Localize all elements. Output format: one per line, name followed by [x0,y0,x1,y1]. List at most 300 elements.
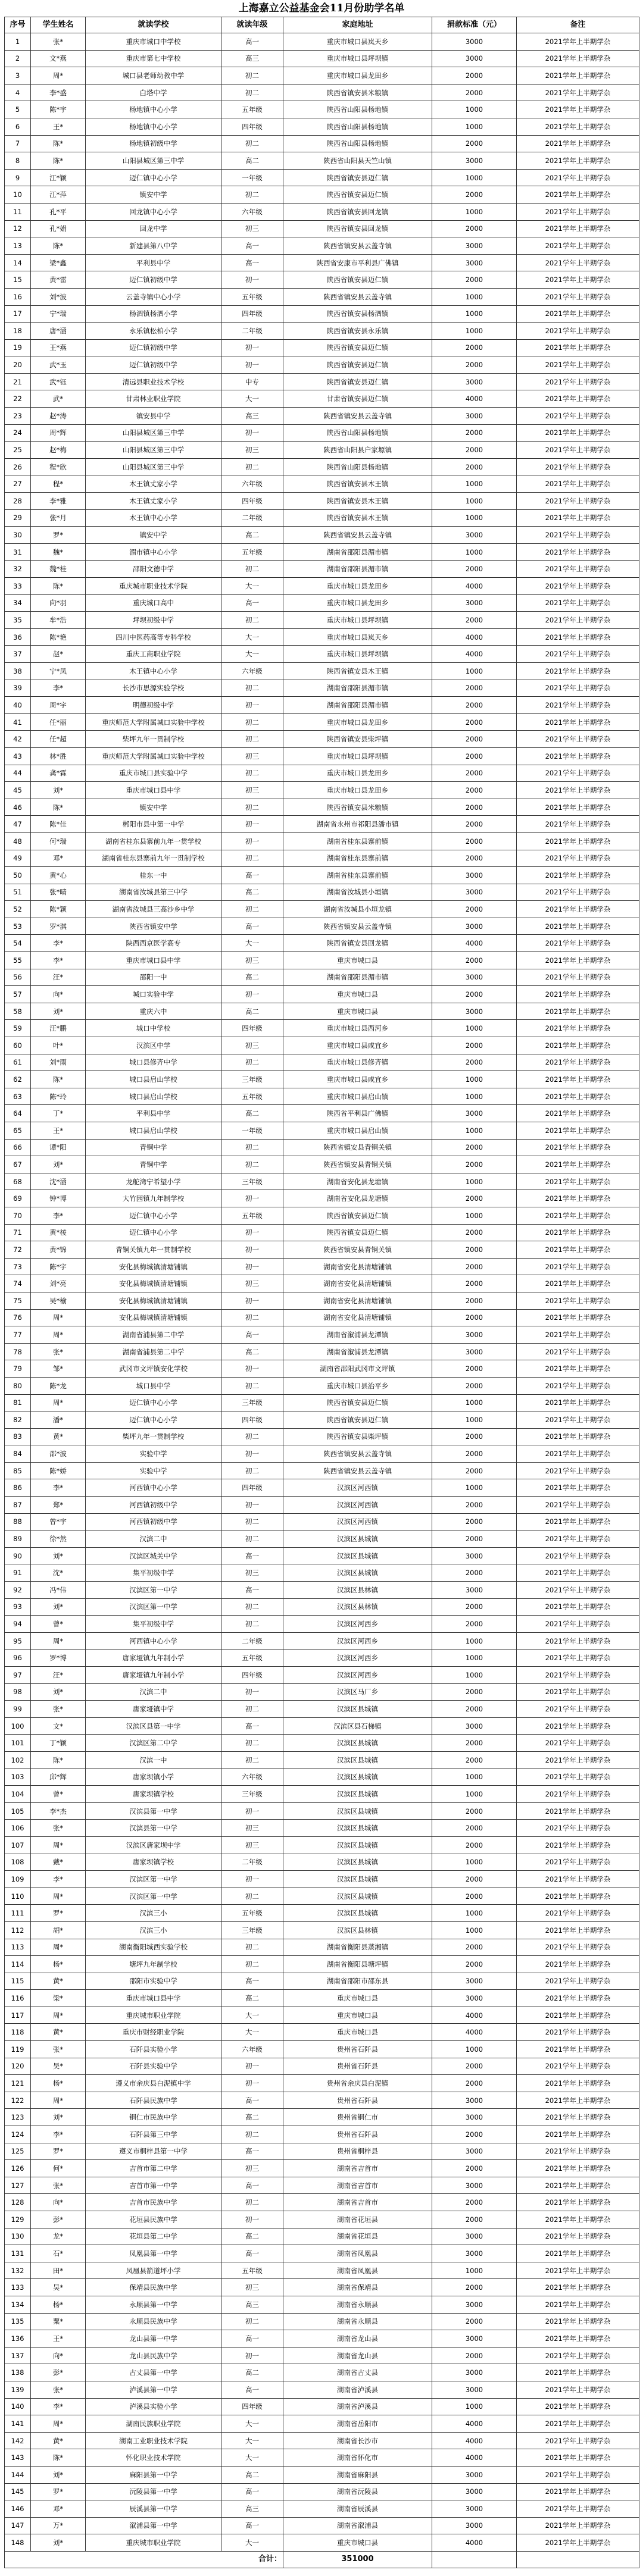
col-remark-cell: 2021学年上半期学杂 [517,2228,639,2245]
col-amount-cell: 2000 [432,1836,517,1854]
col-index-cell: 43 [5,747,31,765]
col-grade-cell: 二年级 [221,509,283,527]
table-row [5,1105,639,1122]
col-index-cell: 129 [5,2211,31,2228]
col-student-name-cell: 黄*锦 [31,1241,86,1259]
table-row [5,288,639,305]
col-remark-cell: 2021学年上半期学杂 [517,2415,639,2433]
col-school-cell: 花垣县第二中学 [86,2228,221,2245]
col-school-cell: 重庆六中 [86,1003,221,1020]
table-row [5,339,639,356]
col-amount-cell: 2000 [432,1888,517,1905]
table-row [5,50,639,67]
col-student-name-cell: 赵*涛 [31,408,86,425]
col-amount-cell: 1000 [432,1122,517,1140]
col-amount-cell: 2000 [432,1258,517,1275]
col-remark-cell: 2021学年上半期学杂 [517,2296,639,2313]
table-row [5,697,639,714]
col-school-cell: 湄市镇中心小学 [86,543,221,561]
col-index-cell: 124 [5,2126,31,2143]
col-student-name-cell: 向* [31,2347,86,2364]
col-index-cell: 17 [5,305,31,323]
col-index-cell: 35 [5,612,31,629]
col-grade-cell: 初二 [221,1428,283,1445]
col-school-cell: 木王镇中心小学 [86,662,221,680]
col-index-cell: 22 [5,390,31,408]
col-remark-cell: 2021学年上半期学杂 [517,2432,639,2449]
col-address-cell: 汉滨区县城镇 [283,1888,432,1905]
col-amount-cell: 2000 [432,1751,517,1769]
col-address-cell: 重庆市城口县咸宜乡 [283,1071,432,1088]
col-grade-cell: 初三 [221,2279,283,2296]
col-index-cell: 51 [5,884,31,901]
col-grade-cell: 高一 [221,237,283,255]
col-school-cell: 遵义市桐梓县第一中学 [86,2143,221,2160]
col-student-name-cell: 陈*玲 [31,1088,86,1105]
col-student-name-cell: 向* [31,2194,86,2211]
col-remark-cell: 2021学年上半期学杂 [517,2398,639,2415]
col-school-cell: 青铜中学 [86,1139,221,1156]
col-remark-cell: 2021学年上半期学杂 [517,1667,639,1684]
table-row [5,220,639,237]
col-grade-cell: 初三 [221,952,283,969]
col-address-cell: 重庆市城口县龙田乡 [283,594,432,612]
col-school-cell: 汉滨三小 [86,1905,221,1922]
table-row [5,1241,639,1259]
table-row [5,612,639,629]
col-student-name-cell: 张* [31,1820,86,1837]
col-amount-cell: 4000 [432,2024,517,2041]
col-address-cell: 湖南省永顺县 [283,2313,432,2330]
table-row [5,1173,639,1190]
col-amount-cell: 2000 [432,1309,517,1326]
col-address-cell: 陕西省镇安县木王镇 [283,475,432,493]
col-grade-cell: 初二 [221,612,283,629]
col-school-cell: 木王镇中心小学 [86,509,221,527]
col-student-name-cell: 邵*波 [31,1445,86,1463]
col-address-cell: 重庆市城口县坪坝镇 [283,612,432,629]
col-index-cell: 80 [5,1377,31,1394]
col-school-cell: 重庆师范大学附属城口实验中学校 [86,713,221,731]
col-student-name-cell: 周* [31,1309,86,1326]
col-grade-cell: 初二 [221,186,283,204]
col-remark-cell: 2021学年上半期学杂 [517,271,639,289]
table-row [5,237,639,255]
col-school-cell: 保靖县民族中学 [86,2279,221,2296]
col-remark-cell: 2021学年上半期学杂 [517,901,639,918]
col-index-cell: 120 [5,2058,31,2075]
col-student-name-cell: 孔*平 [31,203,86,220]
col-student-name-cell: 陈*佳 [31,816,86,833]
col-grade-cell: 初一 [221,1241,283,1259]
col-student-name-cell: 冯*伟 [31,1582,86,1599]
table-row [5,713,639,731]
col-amount-cell: 2000 [432,1190,517,1207]
table-row [5,578,639,595]
col-school-cell: 回龙镇中心小学 [86,203,221,220]
col-student-name-cell: 周* [31,1888,86,1905]
col-amount-cell: 2000 [432,1513,517,1530]
table-row [5,1513,639,1530]
col-grade-cell: 大一 [221,2024,283,2041]
col-remark-cell: 2021学年上半期学杂 [517,288,639,305]
col-index-cell: 88 [5,1513,31,1530]
col-amount-cell: 4000 [432,646,517,663]
col-address-cell: 湖南省邵阳武冈市文坪镇 [283,1360,432,1378]
col-index-cell: 3 [5,67,31,84]
col-amount-cell: 1000 [432,1088,517,1105]
col-remark-cell: 2021学年上半期学杂 [517,527,639,544]
col-index-cell: 2 [5,50,31,67]
total-row [5,2551,639,2568]
col-remark-cell: 2021学年上半期学杂 [517,2211,639,2228]
col-index-cell: 92 [5,1582,31,1599]
col-grade-cell: 大一 [221,2449,283,2467]
col-student-name-header: 学生姓名 [31,17,86,33]
col-grade-cell: 初二 [221,680,283,697]
col-school-cell: 集平初级中学 [86,1616,221,1633]
col-student-name-cell: 程* [31,475,86,493]
col-grade-cell: 四年级 [221,1479,283,1497]
table-row [5,2058,639,2075]
col-address-cell: 湖南省安化县清塘铺镇 [283,1292,432,1309]
col-remark-cell: 2021学年上半期学杂 [517,986,639,1003]
col-amount-cell: 3000 [432,2381,517,2398]
col-address-cell: 汉滨区县石梯镇 [283,1717,432,1735]
col-school-cell: 明德初级中学 [86,697,221,714]
col-grade-cell: 初一 [221,271,283,289]
col-index-cell: 71 [5,1224,31,1241]
col-index-cell: 91 [5,1564,31,1582]
col-amount-cell: 2000 [432,1497,517,1514]
col-school-cell: 石阡县实验小学 [86,2041,221,2058]
col-index-cell: 74 [5,1275,31,1292]
col-address-cell: 湖南省安化县清塘铺镇 [283,1275,432,1292]
col-remark-cell: 2021学年上半期学杂 [517,2007,639,2024]
col-grade-cell: 初二 [221,458,283,475]
table-row [5,1071,639,1088]
col-index-cell: 77 [5,1326,31,1344]
col-student-name-cell: 文*燕 [31,50,86,67]
col-address-cell: 湖南省花垣县 [283,2211,432,2228]
col-grade-cell: 高二 [221,884,283,901]
col-school-cell: 重庆城市职业学院 [86,2007,221,2024]
col-school-cell: 集平初级中学 [86,1564,221,1582]
col-student-name-cell: 万* [31,2517,86,2534]
col-remark-cell: 2021学年上半期学杂 [517,2313,639,2330]
col-address-cell: 陕西省镇安县木王镇 [283,662,432,680]
col-address-cell: 陕西省镇安县木王镇 [283,509,432,527]
col-student-name-cell: 杨* [31,2296,86,2313]
table-row [5,1003,639,1020]
col-address-cell: 陕西省镇安县迈仁镇 [283,1411,432,1429]
col-remark-cell: 2021学年上半期学杂 [517,612,639,629]
col-student-name-cell: 沈* [31,1564,86,1582]
col-remark-cell: 2021学年上半期学杂 [517,680,639,697]
table-row [5,646,639,663]
col-student-name-cell: 陈* [31,135,86,152]
col-student-name-cell: 张*月 [31,509,86,527]
table-row [5,1701,639,1718]
col-amount-cell: 3000 [432,2483,517,2500]
col-index-cell: 65 [5,1122,31,1140]
col-grade-cell: 初三 [221,1836,283,1854]
col-remark-cell: 2021学年上半期学杂 [517,2041,639,2058]
table-row [5,2466,639,2483]
col-student-name-cell: 周* [31,67,86,84]
col-school-cell: 湖南省浦县第二中学 [86,1343,221,1360]
col-remark-cell: 2021学年上半期学杂 [517,918,639,935]
col-student-name-cell: 陈* [31,578,86,595]
col-school-cell: 石阡县民族中学 [86,2092,221,2109]
col-remark-cell: 2021学年上半期学杂 [517,2109,639,2126]
col-grade-cell: 初一 [221,832,283,850]
table-row [5,2194,639,2211]
col-address-cell: 湖南省溆浦县龙潭镇 [283,1326,432,1344]
col-grade-cell: 高三 [221,2296,283,2313]
col-student-name-cell: 周*宇 [31,697,86,714]
col-address-cell: 湖南省桂东县寨前镇 [283,867,432,884]
col-grade-cell: 二年级 [221,1854,283,1871]
col-remark-cell: 2021学年上半期学杂 [517,1088,639,1105]
col-student-name-cell: 任*丽 [31,713,86,731]
col-amount-cell: 2000 [432,680,517,697]
col-school-cell: 汉滨县第一中学 [86,1802,221,1820]
col-address-cell: 陕西省镇安县回龙镇 [283,203,432,220]
col-remark-cell: 2021学年上半期学杂 [517,442,639,459]
col-student-name-cell: 刘* [31,782,86,799]
col-index-cell: 113 [5,1939,31,1956]
col-address-cell: 汉滨区县城镇 [283,1820,432,1837]
col-amount-cell: 2000 [432,1445,517,1463]
col-amount-cell: 1000 [432,1207,517,1224]
col-index-cell: 52 [5,901,31,918]
col-grade-cell: 初一 [221,1224,283,1241]
col-grade-cell: 初二 [221,731,283,748]
col-address-cell: 汉滨区县林镇 [283,1598,432,1616]
col-index-cell: 93 [5,1598,31,1616]
col-grade-cell: 初二 [221,850,283,867]
col-remark-cell: 2021学年上半期学杂 [517,832,639,850]
col-remark-cell: 2021学年上半期学杂 [517,1156,639,1173]
col-amount-cell: 2000 [432,2075,517,2092]
col-grade-cell: 初一 [221,1258,283,1275]
col-school-cell: 麻阳县第一中学 [86,2466,221,2483]
col-address-cell: 湖南省泸溪县 [283,2381,432,2398]
table-row [5,1139,639,1156]
col-amount-cell: 2000 [432,1037,517,1054]
col-amount-cell: 2000 [432,1377,517,1394]
col-grade-cell: 初一 [221,2211,283,2228]
col-school-cell: 湖南省汝城县第三中学 [86,884,221,901]
col-school-cell: 唐家垭镇九年制小学 [86,1649,221,1667]
col-index-cell: 21 [5,373,31,390]
col-student-name-cell: 周* [31,1394,86,1411]
col-amount-cell: 4000 [432,628,517,646]
col-remark-cell: 2021学年上半期学杂 [517,1105,639,1122]
col-school-cell: 重庆市财经职业学院 [86,2024,221,2041]
col-grade-cell: 初二 [221,1309,283,1326]
table-row [5,424,639,442]
col-amount-cell: 2000 [432,271,517,289]
col-remark-cell: 2021学年上半期学杂 [517,1343,639,1360]
col-remark-cell: 2021学年上半期学杂 [517,543,639,561]
col-index-cell: 16 [5,288,31,305]
col-grade-cell: 初一 [221,2058,283,2075]
col-remark-cell: 2021学年上半期学杂 [517,135,639,152]
col-address-cell: 湖南省古丈县 [283,2364,432,2381]
col-student-name-cell: 吴*榆 [31,1292,86,1309]
col-remark-cell: 2021学年上半期学杂 [517,1956,639,1973]
col-grade-cell: 高二 [221,527,283,544]
col-address-cell: 湖南省邵阳县湄市镇 [283,969,432,986]
col-amount-cell: 2000 [432,1701,517,1718]
table-row [5,2041,639,2058]
col-grade-cell: 高一 [221,2483,283,2500]
col-grade-cell: 高三 [221,50,283,67]
col-address-cell: 陕西省镇安县迈仁镇 [283,271,432,289]
col-school-cell: 汉滨区唐家坝中学 [86,1836,221,1854]
col-address-cell: 重庆市城口县治平乡 [283,1377,432,1394]
col-address-cell: 汉滨区县城镇 [283,1701,432,1718]
col-amount-cell: 2000 [432,799,517,816]
col-student-name-cell: 陈*颖 [31,901,86,918]
col-student-name-cell: 丁*颖 [31,1735,86,1752]
col-index-cell: 116 [5,1990,31,2007]
table-row [5,408,639,425]
col-amount-cell: 2000 [432,1939,517,1956]
col-index-cell: 5 [5,101,31,118]
col-address-cell: 重庆市城口县西河乡 [283,1020,432,1037]
col-address-cell: 陕西省镇安县米粮镇 [283,84,432,101]
col-grade-cell: 高一 [221,33,283,51]
col-student-name-cell: 周* [31,1939,86,1956]
col-grade-cell: 初二 [221,1156,283,1173]
col-index-cell: 114 [5,1956,31,1973]
col-remark-cell: 2021学年上半期学杂 [517,1462,639,1479]
table-row [5,969,639,986]
col-student-name-cell: 周* [31,2007,86,2024]
col-index-cell: 96 [5,1649,31,1667]
table-row [5,509,639,527]
table-row [5,254,639,271]
col-school-cell: 陕西省镇安中学 [86,918,221,935]
col-grade-cell: 高二 [221,1003,283,1020]
col-address-cell: 汉滨区河西镇 [283,1479,432,1497]
col-grade-cell: 三年级 [221,1921,283,1939]
table-row [5,1411,639,1429]
col-remark-cell: 2021学年上半期学杂 [517,1786,639,1803]
col-address-cell: 陕西省山阳县杨地镇 [283,135,432,152]
col-school-cell: 城口县启山学校 [86,1088,221,1105]
col-grade-cell: 高一 [221,1547,283,1564]
col-amount-cell: 1000 [432,662,517,680]
col-address-cell: 湖南省保靖县 [283,2279,432,2296]
col-school-cell: 唐家坝镇学校 [86,1854,221,1871]
col-amount-cell: 1000 [432,509,517,527]
col-grade-cell: 大一 [221,628,283,646]
col-student-name-cell: 陈*龙 [31,1377,86,1394]
col-address-cell: 重庆市城口县 [283,2024,432,2041]
col-grade-cell: 四年级 [221,1020,283,1037]
col-grade-cell: 高一 [221,2245,283,2262]
col-address-cell: 陕西省镇安县云盖寺镇 [283,408,432,425]
col-student-name-cell: 邓* [31,2500,86,2518]
col-address-cell: 重庆市城口县 [283,2007,432,2024]
col-address-cell: 陕西省镇安县云盖寺镇 [283,918,432,935]
col-student-name-cell: 黄*雷 [31,271,86,289]
col-index-cell: 44 [5,765,31,782]
col-address-cell: 陕西省镇安县云盖寺镇 [283,527,432,544]
table-row [5,2296,639,2313]
col-remark-cell: 2021学年上半期学杂 [517,1445,639,1463]
table-row [5,118,639,135]
col-grade-cell: 大一 [221,935,283,952]
table-row [5,135,639,152]
col-student-name-cell: 钟*博 [31,1190,86,1207]
col-amount-cell: 2000 [432,1462,517,1479]
col-grade-cell: 高二 [221,1105,283,1122]
col-student-name-cell: 罗* [31,1905,86,1922]
col-remark-cell: 2021学年上半期学杂 [517,1530,639,1548]
col-index-cell: 18 [5,323,31,340]
table-row [5,2313,639,2330]
col-index-cell: 73 [5,1258,31,1275]
col-grade-cell: 大一 [221,578,283,595]
col-address-cell: 重庆市城口县龙田乡 [283,67,432,84]
col-student-name-cell: 王* [31,118,86,135]
col-index-cell: 49 [5,850,31,867]
col-index-cell: 148 [5,2534,31,2552]
table-row [5,680,639,697]
col-remark-cell: 2021学年上半期学杂 [517,1871,639,1888]
col-school-cell: 塘坪九年制学校 [86,1956,221,1973]
col-school-cell: 汉滨区第一中学 [86,1871,221,1888]
col-school-cell: 石阡县实验中学 [86,2058,221,2075]
col-index-cell: 46 [5,799,31,816]
col-school-cell: 汉滨三小 [86,1921,221,1939]
col-address-cell: 湖南省邵阳县湄市镇 [283,543,432,561]
col-amount-cell: 2000 [432,952,517,969]
col-index-cell: 122 [5,2092,31,2109]
col-school-cell: 吉首市第二中学 [86,2160,221,2177]
col-index-cell: 38 [5,662,31,680]
col-index-cell: 112 [5,1921,31,1939]
col-remark-cell: 2021学年上半期学杂 [517,2075,639,2092]
col-remark-cell: 2021学年上半期学杂 [517,782,639,799]
col-school-cell: 长沙市思源实验学校 [86,680,221,697]
col-remark-cell: 2021学年上半期学杂 [517,1888,639,1905]
col-student-name-cell: 武*钰 [31,373,86,390]
col-student-name-cell: 龙* [31,2228,86,2245]
col-school-cell: 永顺县第一中学 [86,2296,221,2313]
col-school-cell: 郴阳市县中第一中学 [86,816,221,833]
col-student-name-cell: 牟*浩 [31,612,86,629]
col-address-cell: 重庆市城口县岚天乡 [283,628,432,646]
col-grade-cell: 大一 [221,646,283,663]
col-school-cell: 重庆市第七中学校 [86,50,221,67]
col-index-cell: 118 [5,2024,31,2041]
col-student-name-cell: 罗* [31,2483,86,2500]
col-grade-cell: 初二 [221,1956,283,1973]
col-student-name-cell: 刘* [31,2534,86,2552]
col-address-cell: 湖南省凤凰县 [283,2262,432,2279]
col-address-cell: 重庆市城口县 [283,2534,432,2552]
col-student-name-cell: 邱*辉 [31,1769,86,1786]
table-row [5,2415,639,2433]
col-amount-cell: 3000 [432,33,517,51]
col-school-cell: 汉滨区第一中学 [86,1582,221,1599]
